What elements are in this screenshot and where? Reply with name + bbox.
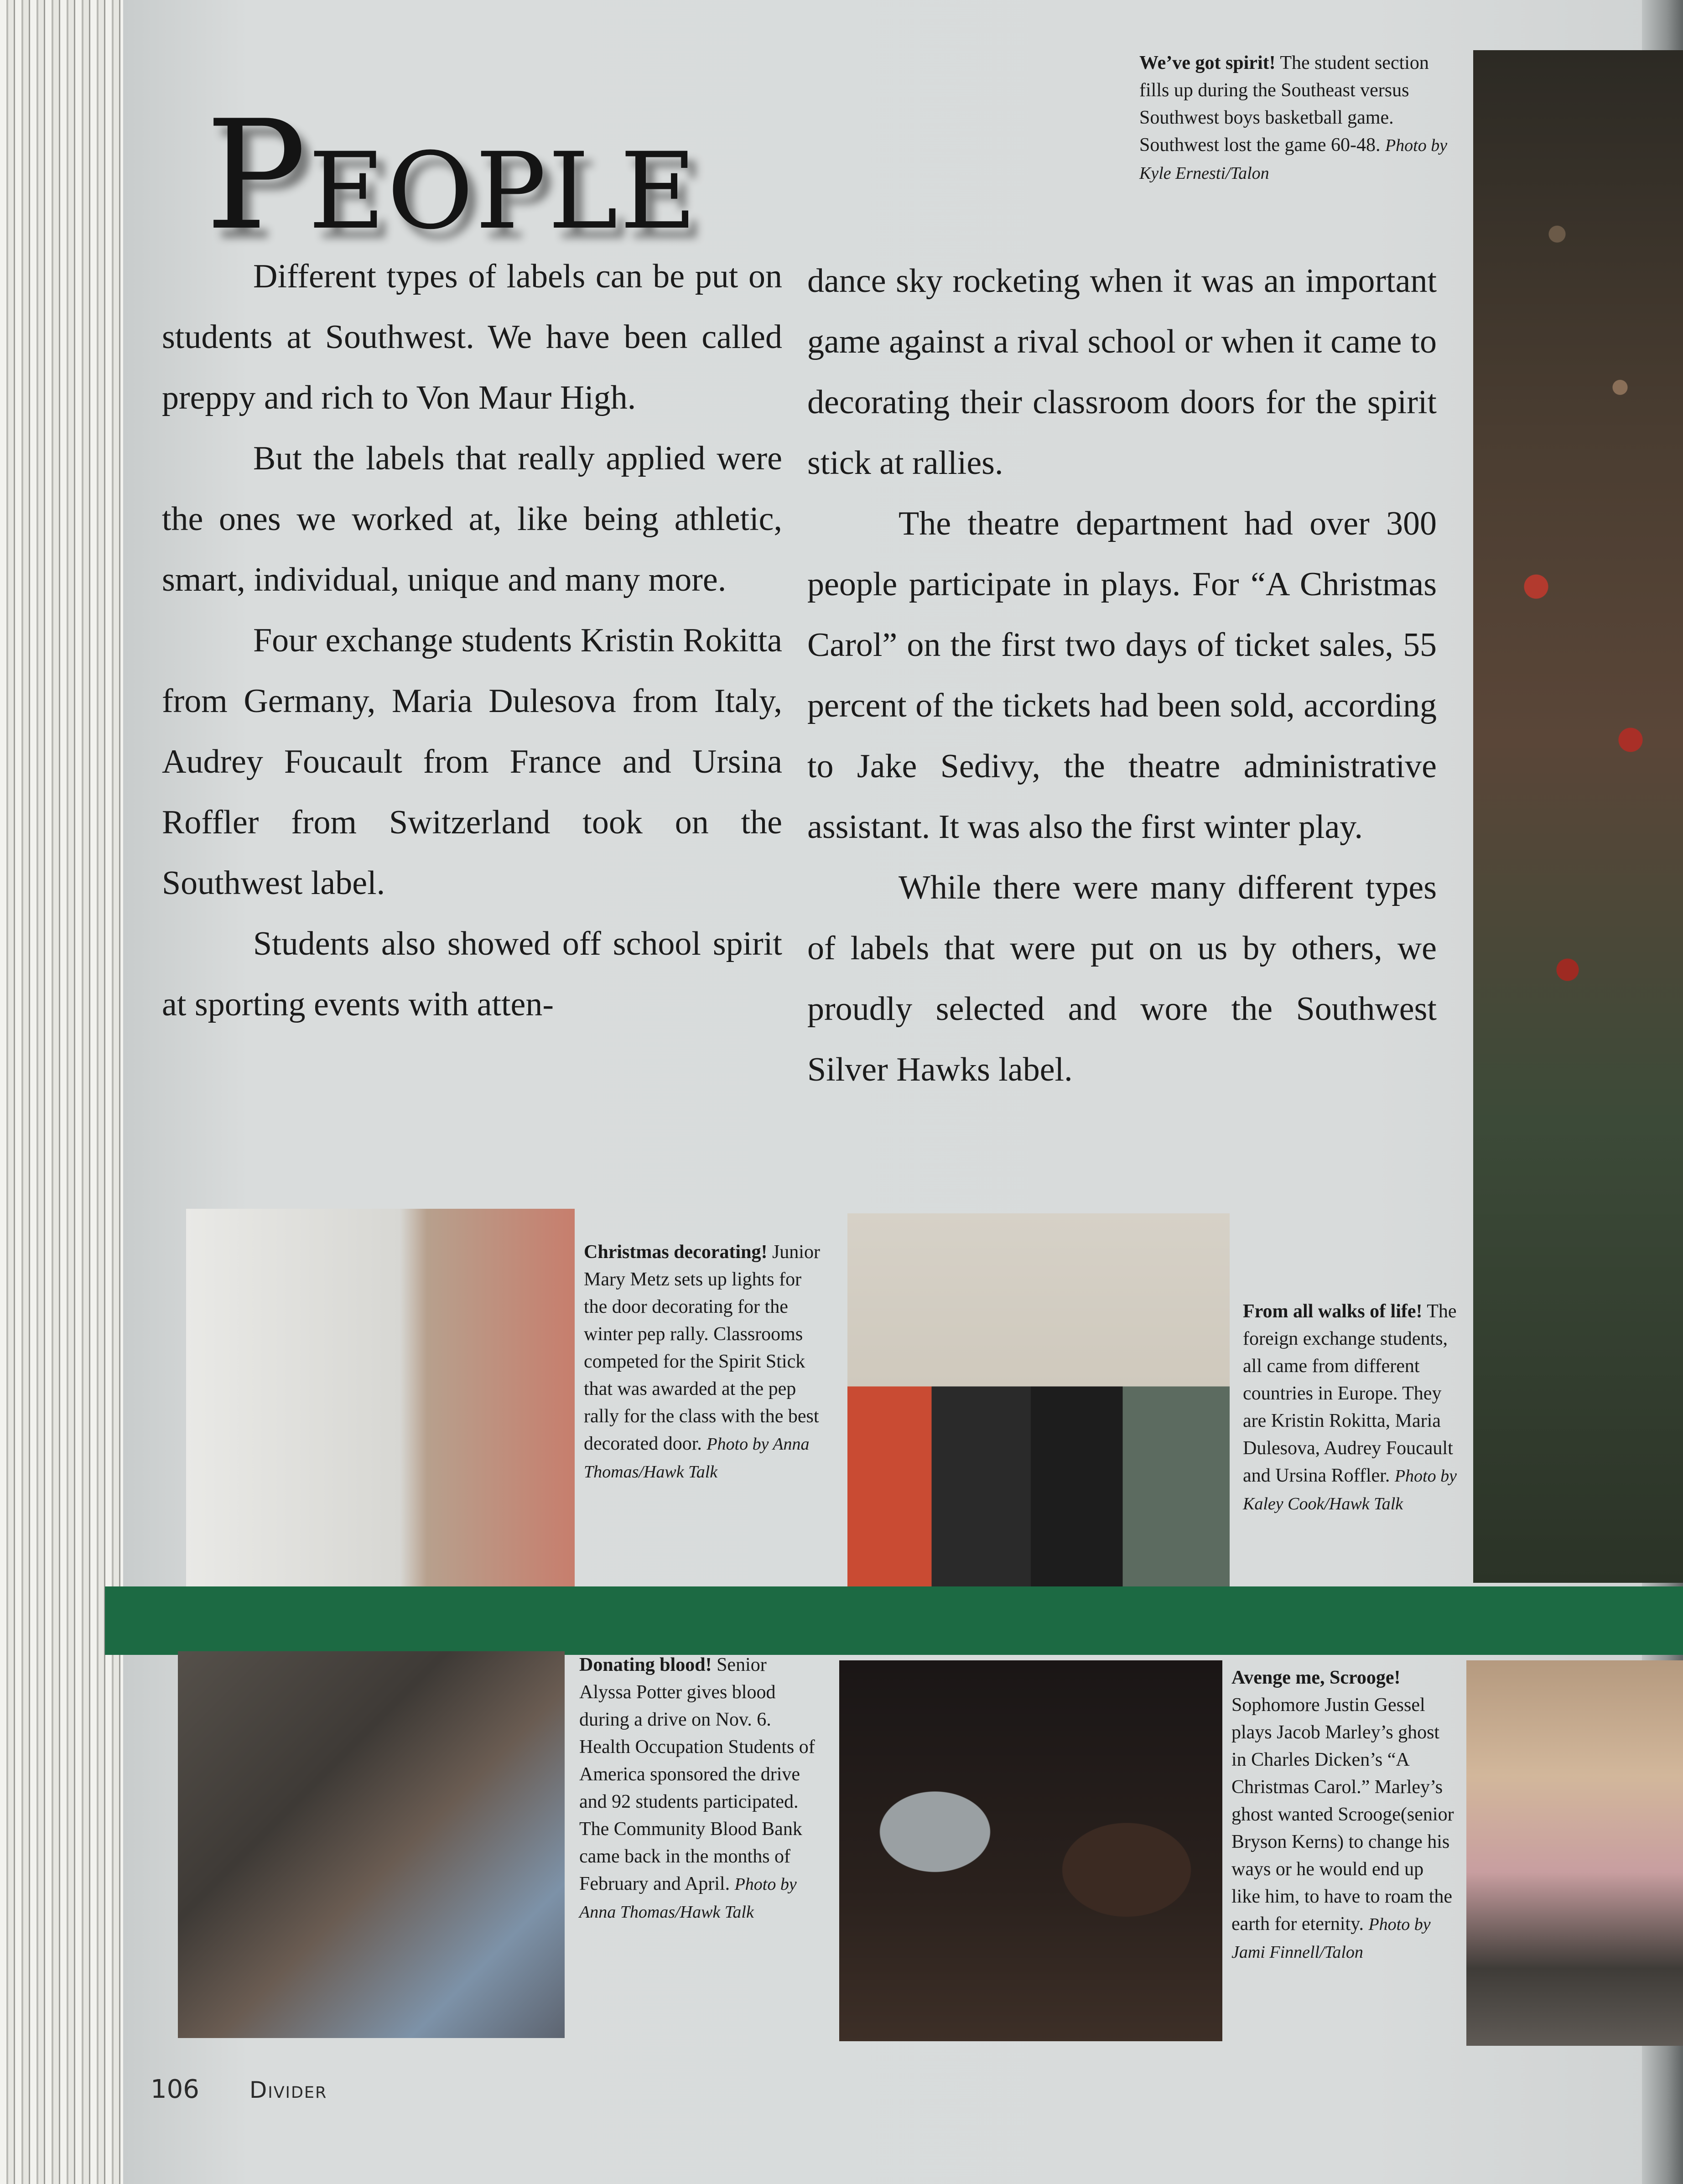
page-number: 106 (151, 2075, 199, 2104)
body-column-right (807, 251, 1437, 1100)
caption-text: Senior Alyssa Potter gives blood during a drive on Nov. 6. Health Occupation Students of America sponsored the drive and 92 students participated. The Community Blood Bank came back in the months of February and April. (579, 1654, 815, 1894)
divider-band (105, 1586, 1683, 1655)
caption-lead: From all walks of life! (1243, 1301, 1423, 1322)
section-name: Divider (249, 2077, 327, 2103)
caption-text: Junior Mary Metz sets up lights for the door decorating for the winter pep rally. Classrooms competed for the Spirit Stick that was awarded at the pep rally for the class with the best decorated door. (584, 1242, 820, 1454)
paragraph: The theatre department had over 300 people participate in plays. For “A Christmas Carol” on the first two days of ticket sales, 55 percent of the tickets had been sold, according to Jake Sedivy, the theatre administrative assistant. It was also the first winter play. (807, 505, 1437, 846)
paragraph: Four exchange students Kristin Rokitta from Germany, Maria Dulesova from Italy, Audrey Foucault from France and Ursina Roffler from Switzerland took on the Southwest label. (162, 622, 782, 902)
caption-lead: Christmas decorating! (584, 1242, 768, 1263)
caption-decorating (584, 1238, 821, 1486)
caption-text: The student section fills up during the Southeast versus Southwest boys basketball game. Southwest lost the game 60-48. (1139, 52, 1429, 156)
photo-credit: Photo by Kaley Cook/Hawk Talk (1243, 1466, 1457, 1513)
caption-blood (579, 1651, 821, 1926)
door-decorating-photo (186, 1209, 575, 1590)
paragraph: Students also showed off school spirit at sporting events with atten- (162, 925, 782, 1023)
student-section-photo (1473, 50, 1683, 1583)
christmas-carol-photo (839, 1660, 1222, 2041)
paragraph: While there were many different types of labels that were put on us by others, we proudly selected and wore the Southwest Silver Hawks label. (807, 869, 1437, 1088)
body-column-left (162, 246, 782, 1035)
paragraph: Different types of labels can be put on students at Southwest. We have been called preppy and rich to Von Maur High. (162, 258, 782, 416)
exchange-students-photo (847, 1213, 1230, 1598)
photo-credit: Photo by Jami Finnell/Talon (1231, 1915, 1431, 1962)
photo-credit: Photo by Kyle Ernesti/Talon (1139, 136, 1448, 183)
book-page-edges (0, 0, 128, 2184)
caption-text: The foreign exchange students, all came from different countries in Europe. They are Kristin Rokitta, Maria Dulesova, Audrey Foucault and Ursina Roffler. (1243, 1301, 1457, 1486)
caption-lead: Donating blood! (579, 1654, 712, 1675)
caption-lead: We’ve got spirit! (1139, 52, 1276, 73)
band-photo (1466, 1660, 1683, 2046)
caption-text: Sophomore Justin Gessel plays Jacob Marley’s ghost in Charles Dicken’s “A Christmas Carol.” Marley’s ghost wanted Scrooge(senior Bryson Kerns) to change his ways or he would end up like him, to have to roam the earth for eternity. (1231, 1695, 1454, 1934)
caption-scrooge (1231, 1664, 1455, 1966)
photo-credit: Photo by Anna Thomas/Hawk Talk (579, 1875, 797, 1922)
caption-lead: Avenge me, Scrooge! (1231, 1667, 1401, 1688)
paragraph: dance sky rocketing when it was an important game against a rival school or when it came to decorating their classroom doors for the spirit stick at rallies. (807, 262, 1437, 482)
caption-spirit (1139, 49, 1449, 187)
photo-credit: Photo by Anna Thomas/Hawk Talk (584, 1435, 810, 1482)
paragraph: But the labels that really applied were the ones we worked at, like being athletic, smart, individual, unique and many more. (162, 440, 782, 598)
caption-walks (1243, 1298, 1466, 1518)
page-title: People (205, 88, 699, 263)
page-footer (151, 2071, 327, 2107)
blood-drive-photo (178, 1651, 565, 2038)
